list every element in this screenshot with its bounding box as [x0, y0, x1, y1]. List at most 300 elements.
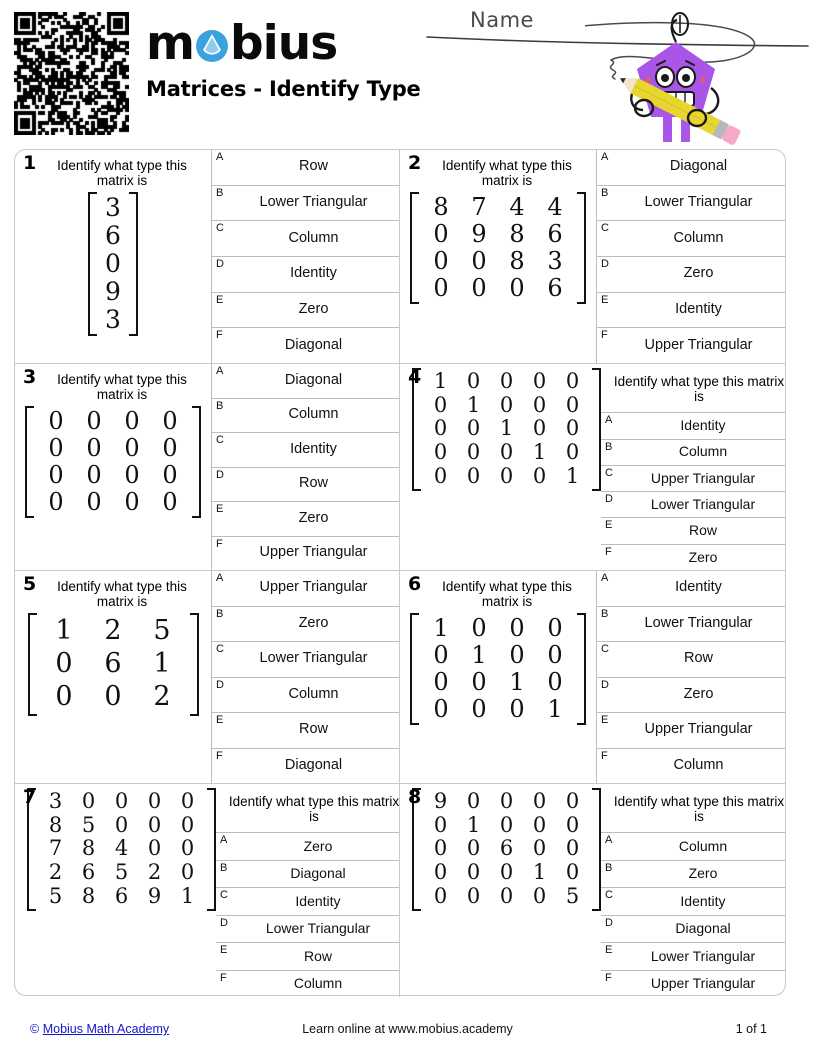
matrix-row — [424, 394, 589, 418]
answer-option-a[interactable] — [212, 571, 400, 607]
option-letter: B — [216, 607, 224, 620]
matrix-row — [39, 814, 204, 838]
matrix-cell: 0 — [55, 648, 73, 680]
problem-question-area — [15, 364, 211, 570]
option-label: Column — [293, 975, 343, 992]
matrix-cell: 5 — [48, 883, 63, 908]
option-letter: B — [216, 186, 224, 199]
bracket-left-icon — [28, 613, 37, 716]
option-label: Identity — [680, 417, 726, 434]
problem-prompt: Identify what type this matrix is — [613, 374, 785, 405]
matrix-cell: 8 — [81, 883, 96, 908]
answer-option-a[interactable] — [212, 364, 400, 399]
matrix-body — [424, 788, 589, 911]
option-label: Diagonal — [284, 756, 343, 773]
answer-option-f[interactable] — [601, 545, 785, 570]
matrix-body — [40, 613, 187, 716]
matrix-body — [422, 192, 574, 304]
footer-page-number: 1 of 1 — [735, 1022, 767, 1036]
problem-prompt: Identify what type this matrix is — [442, 158, 572, 189]
option-label: Lower Triangular — [650, 496, 756, 513]
answer-option-b[interactable] — [216, 861, 400, 888]
matrix-cell: 0 — [433, 246, 449, 275]
option-label: Column — [288, 406, 339, 423]
page-footer — [0, 1022, 815, 1046]
answer-option-d[interactable] — [216, 916, 400, 943]
option-letter: F — [605, 971, 612, 984]
option-letter: A — [216, 151, 224, 163]
matrix-cell: 0 — [433, 440, 448, 465]
answer-option-e[interactable] — [212, 713, 400, 749]
matrix-cell: 2 — [104, 615, 122, 647]
answer-option-a[interactable] — [212, 150, 400, 186]
matrix-cell: 0 — [433, 416, 448, 441]
matrix-row — [422, 669, 574, 696]
answer-option-c[interactable] — [601, 466, 785, 492]
answer-option-d[interactable] — [212, 257, 400, 293]
option-letter: A — [220, 834, 228, 847]
matrix-cell: 0 — [180, 860, 195, 885]
option-label: Upper Triangular — [644, 721, 753, 738]
answer-option-a[interactable] — [597, 571, 785, 607]
option-letter: D — [605, 916, 613, 929]
answer-option-e[interactable] — [601, 943, 785, 970]
problem-question-area — [400, 150, 596, 363]
option-label: Lower Triangular — [259, 194, 368, 211]
matrix-cell: 0 — [565, 812, 580, 837]
answer-option-b[interactable] — [597, 186, 785, 222]
option-label: Zero — [688, 548, 718, 565]
option-letter: F — [220, 971, 227, 984]
matrix-cell: 0 — [162, 487, 178, 516]
problem-prompt: Identify what type this matrix is — [57, 158, 187, 189]
matrix-row — [100, 306, 126, 334]
matrix-cell: 0 — [509, 694, 525, 723]
matrix — [412, 368, 601, 491]
option-label: Row — [303, 947, 332, 964]
problem-5 — [15, 571, 400, 784]
matrix-cell: 0 — [433, 667, 449, 696]
matrix-cell: 8 — [48, 812, 63, 837]
page-title: Matrices - Identify Type — [146, 77, 421, 101]
matrix-cell: 0 — [532, 836, 547, 861]
matrix-row — [424, 417, 589, 441]
answer-options — [211, 571, 400, 783]
option-label: Diagonal — [290, 865, 346, 882]
matrix-cell: 0 — [86, 434, 102, 463]
matrix-cell: 0 — [471, 614, 487, 643]
matrix-cell: 0 — [104, 681, 122, 713]
matrix-cell: 1 — [499, 416, 514, 441]
matrix-cell: 3 — [105, 193, 121, 223]
matrix-row — [424, 465, 589, 489]
answer-options — [211, 150, 400, 363]
matrix-cell: 0 — [547, 641, 563, 670]
matrix-row — [424, 814, 589, 838]
logo-text-after: bius — [229, 15, 338, 71]
option-letter: C — [605, 466, 613, 479]
option-label: Lower Triangular — [259, 650, 368, 667]
matrix-cell: 9 — [433, 789, 448, 813]
option-label: Lower Triangular — [644, 194, 753, 211]
bracket-left-icon — [410, 613, 419, 725]
answer-option-f[interactable] — [212, 749, 400, 784]
problem-question-area — [15, 571, 211, 783]
option-letter: F — [216, 749, 223, 762]
answer-option-e[interactable] — [597, 293, 785, 329]
answer-option-b[interactable] — [212, 607, 400, 643]
option-label: Row — [688, 522, 717, 539]
matrix — [412, 788, 601, 911]
matrix-row — [39, 861, 204, 885]
answer-option-c[interactable] — [597, 642, 785, 678]
matrix-body — [37, 406, 189, 518]
matrix-cell: 0 — [124, 407, 140, 436]
answer-option-a[interactable] — [216, 833, 400, 860]
matrix-cell: 0 — [433, 273, 449, 302]
purple-pentagon-mascot-icon — [585, 12, 765, 145]
option-label: Identity — [680, 892, 726, 909]
matrix-cell: 0 — [532, 416, 547, 441]
blue-droplet-o-icon — [195, 29, 229, 63]
option-label: Identity — [675, 301, 722, 318]
answer-option-b[interactable] — [212, 399, 400, 434]
option-letter: B — [605, 440, 613, 453]
answer-option-d[interactable] — [597, 678, 785, 714]
matrix-cell: 0 — [466, 463, 481, 488]
matrix-cell: 0 — [565, 836, 580, 861]
matrix-row — [39, 885, 204, 909]
answer-option-a[interactable] — [597, 150, 785, 186]
answer-option-f[interactable] — [216, 971, 400, 997]
answer-option-e[interactable] — [601, 518, 785, 544]
matrix-cell: 3 — [547, 246, 563, 275]
option-label: Diagonal — [669, 158, 728, 175]
matrix-cell: 0 — [48, 407, 64, 436]
matrix-cell: 0 — [147, 789, 162, 813]
answer-options — [211, 364, 400, 570]
matrix-cell: 6 — [104, 648, 122, 680]
matrix-cell: 0 — [466, 860, 481, 885]
matrix-cell: 0 — [499, 463, 514, 488]
answer-option-d[interactable] — [601, 916, 785, 943]
matrix-cell: 0 — [565, 392, 580, 417]
answer-option-d[interactable] — [212, 678, 400, 714]
matrix-cell: 0 — [433, 812, 448, 837]
mobius-logo — [146, 15, 446, 71]
matrix-row — [422, 615, 574, 642]
matrix-row — [40, 681, 187, 714]
problem-question-area — [400, 364, 601, 570]
option-label: Identity — [290, 265, 337, 282]
option-label: Upper Triangular — [259, 544, 368, 561]
matrix-container — [400, 368, 601, 491]
matrix-cell: 0 — [499, 369, 514, 393]
option-letter: E — [220, 944, 228, 957]
option-letter: F — [216, 329, 223, 342]
matrix-cell: 4 — [114, 836, 129, 861]
matrix-container — [400, 788, 601, 911]
option-letter: A — [605, 834, 613, 847]
option-label: Row — [298, 158, 328, 175]
option-letter: D — [216, 258, 224, 271]
matrix-cell: 0 — [565, 789, 580, 813]
matrix-cell: 0 — [48, 434, 64, 463]
option-letter: B — [216, 399, 224, 412]
matrix-cell: 9 — [147, 883, 162, 908]
option-letter: F — [601, 749, 608, 762]
matrix-cell: 0 — [499, 789, 514, 813]
matrix-cell: 5 — [565, 883, 580, 908]
bracket-right-icon — [592, 368, 601, 491]
matrix-cell: 6 — [105, 221, 121, 251]
option-label: Column — [678, 837, 728, 854]
option-letter: D — [601, 678, 609, 691]
matrix-row — [37, 435, 189, 462]
answer-option-e[interactable] — [212, 293, 400, 329]
option-letter: B — [601, 607, 609, 620]
answer-option-d[interactable] — [597, 257, 785, 293]
matrix-cell: 0 — [162, 434, 178, 463]
matrix-cell: 0 — [509, 614, 525, 643]
matrix — [28, 613, 199, 716]
problem-7 — [15, 784, 400, 997]
matrix-row — [422, 642, 574, 669]
matrix-cell: 1 — [532, 440, 547, 465]
matrix-cell: 0 — [471, 694, 487, 723]
matrix-cell: 0 — [509, 641, 525, 670]
matrix-cell: 8 — [433, 193, 449, 222]
option-label: Row — [298, 721, 328, 738]
matrix-cell: 0 — [532, 392, 547, 417]
answer-option-e[interactable] — [597, 713, 785, 749]
answer-option-b[interactable] — [601, 440, 785, 466]
option-letter: E — [605, 519, 613, 532]
option-label: Zero — [298, 614, 329, 631]
matrix-row — [37, 462, 189, 489]
answer-option-b[interactable] — [601, 861, 785, 888]
answer-option-f[interactable] — [597, 749, 785, 784]
matrix — [25, 406, 201, 518]
matrix-row — [424, 885, 589, 909]
matrix-row — [422, 221, 574, 248]
matrix-cell: 0 — [466, 369, 481, 393]
option-letter: F — [216, 537, 223, 550]
qr-code-icon[interactable] — [14, 12, 129, 135]
bracket-right-icon — [190, 613, 199, 716]
matrix-row — [424, 861, 589, 885]
copyright-symbol: © — [30, 1022, 40, 1036]
answer-option-a[interactable] — [601, 833, 785, 860]
option-letter: A — [601, 572, 609, 584]
bracket-right-icon — [577, 613, 586, 725]
problem-number: 6 — [408, 573, 422, 595]
matrix-cell: 8 — [81, 836, 96, 861]
matrix-container — [15, 788, 216, 911]
matrix-cell: 6 — [81, 860, 96, 885]
option-label: Zero — [683, 265, 714, 282]
matrix-cell: 1 — [471, 641, 487, 670]
option-label: Row — [683, 650, 713, 667]
option-letter: C — [601, 222, 609, 235]
matrix-cell: 1 — [509, 667, 525, 696]
option-label: Column — [673, 229, 724, 246]
matrix-cell: 0 — [147, 812, 162, 837]
matrix-row — [40, 615, 187, 648]
bracket-right-icon — [129, 192, 138, 336]
answer-option-d[interactable] — [212, 468, 400, 503]
matrix — [410, 192, 586, 304]
answer-option-c[interactable] — [212, 433, 400, 468]
matrix-cell: 0 — [180, 789, 195, 813]
matrix-cell: 1 — [532, 860, 547, 885]
matrix-row — [424, 441, 589, 465]
footer-center-text: Learn online at www.mobius.academy — [302, 1022, 513, 1036]
matrix-cell: 0 — [48, 460, 64, 489]
option-letter: B — [605, 861, 613, 874]
matrix-row — [100, 278, 126, 306]
matrix-cell: 0 — [105, 249, 121, 279]
matrix-row — [100, 222, 126, 250]
answer-options — [596, 571, 785, 783]
option-letter: E — [216, 293, 224, 306]
option-letter: D — [220, 916, 228, 929]
option-label: Diagonal — [675, 920, 731, 937]
matrix-cell: 0 — [55, 681, 73, 713]
matrix-cell: 0 — [509, 273, 525, 302]
option-label: Column — [288, 685, 339, 702]
matrix-cell: 5 — [81, 812, 96, 837]
matrix-cell: 6 — [547, 273, 563, 302]
matrix-row — [422, 696, 574, 723]
problem-number: 2 — [408, 152, 422, 174]
answer-options — [601, 832, 785, 997]
option-letter: C — [605, 889, 613, 902]
option-label: Upper Triangular — [644, 336, 753, 353]
matrix-cell: 1 — [466, 392, 481, 417]
option-letter: E — [601, 714, 609, 726]
option-label: Zero — [688, 865, 718, 882]
matrix-row — [100, 194, 126, 222]
answer-option-c[interactable] — [597, 221, 785, 257]
matrix-cell: 0 — [86, 407, 102, 436]
answer-option-b[interactable] — [597, 607, 785, 643]
option-letter: D — [216, 678, 224, 691]
matrix-row — [40, 648, 187, 681]
matrix-cell: 0 — [466, 440, 481, 465]
answer-options — [216, 832, 400, 997]
matrix-row — [424, 790, 589, 814]
matrix-cell: 0 — [532, 369, 547, 393]
option-letter: C — [216, 643, 224, 655]
matrix-cell: 0 — [471, 273, 487, 302]
answer-option-e[interactable] — [212, 502, 400, 537]
matrix-row — [422, 248, 574, 275]
matrix-cell: 0 — [124, 460, 140, 489]
matrix-row — [424, 837, 589, 861]
matrix-cell: 0 — [565, 440, 580, 465]
matrix-cell: 0 — [466, 883, 481, 908]
matrix-cell: 0 — [433, 392, 448, 417]
matrix-row — [37, 489, 189, 516]
problem-number: 4 — [408, 366, 422, 388]
answer-option-a[interactable] — [601, 413, 785, 439]
answer-option-c[interactable] — [212, 642, 400, 678]
problem-question-area — [15, 150, 211, 363]
answer-option-e[interactable] — [216, 943, 400, 970]
answer-option-b[interactable] — [212, 186, 400, 222]
matrix-container — [404, 613, 592, 725]
option-label: Zero — [298, 301, 329, 318]
answer-option-c[interactable] — [601, 888, 785, 915]
option-label: Lower Triangular — [650, 947, 756, 964]
matrix-cell: 1 — [433, 369, 448, 393]
answer-option-c[interactable] — [212, 221, 400, 257]
matrix-cell: 3 — [105, 305, 121, 335]
page-header — [0, 0, 815, 145]
matrix-cell: 1 — [55, 615, 73, 647]
brand-block — [146, 15, 446, 101]
matrix-cell: 0 — [499, 440, 514, 465]
matrix-cell: 0 — [433, 694, 449, 723]
matrix-cell: 1 — [565, 463, 580, 488]
matrix-cell: 0 — [124, 434, 140, 463]
answer-option-f[interactable] — [597, 328, 785, 363]
matrix-cell: 0 — [433, 860, 448, 885]
problem-answer-area — [216, 784, 400, 997]
problem-8 — [400, 784, 785, 997]
matrix-body — [422, 613, 574, 725]
matrix-cell: 9 — [471, 220, 487, 249]
option-label: Zero — [303, 837, 333, 854]
matrix-cell: 1 — [153, 648, 171, 680]
matrix-container — [19, 613, 207, 716]
answer-option-d[interactable] — [601, 492, 785, 518]
matrix-cell: 0 — [433, 883, 448, 908]
answer-option-f[interactable] — [212, 328, 400, 363]
matrix-cell: 0 — [114, 789, 129, 813]
matrix-cell: 5 — [114, 860, 129, 885]
matrix-body — [39, 788, 204, 911]
answer-option-f[interactable] — [212, 537, 400, 571]
problem-number: 7 — [23, 786, 37, 808]
matrix-cell: 1 — [547, 694, 563, 723]
option-label: Lower Triangular — [644, 614, 753, 631]
option-label: Column — [288, 229, 339, 246]
matrix-cell: 0 — [147, 836, 162, 861]
matrix-cell: 0 — [499, 883, 514, 908]
matrix-cell: 0 — [124, 487, 140, 516]
problem-number: 5 — [23, 573, 37, 595]
matrix — [27, 788, 216, 911]
matrix-row — [100, 250, 126, 278]
answer-option-c[interactable] — [216, 888, 400, 915]
matrix-cell: 0 — [471, 667, 487, 696]
answer-option-f[interactable] — [601, 971, 785, 997]
matrix-cell: 0 — [466, 836, 481, 861]
matrix-cell: 0 — [433, 836, 448, 861]
matrix-cell: 0 — [162, 407, 178, 436]
matrix-cell: 1 — [466, 812, 481, 837]
matrix-cell: 4 — [547, 193, 563, 222]
footer-link[interactable]: Mobius Math Academy — [42, 1022, 170, 1036]
matrix-cell: 0 — [180, 812, 195, 837]
matrix-cell: 7 — [471, 193, 487, 222]
matrix-cell: 0 — [532, 789, 547, 813]
option-letter: C — [220, 889, 228, 902]
option-label: Upper Triangular — [650, 469, 756, 486]
matrix-cell: 0 — [547, 614, 563, 643]
